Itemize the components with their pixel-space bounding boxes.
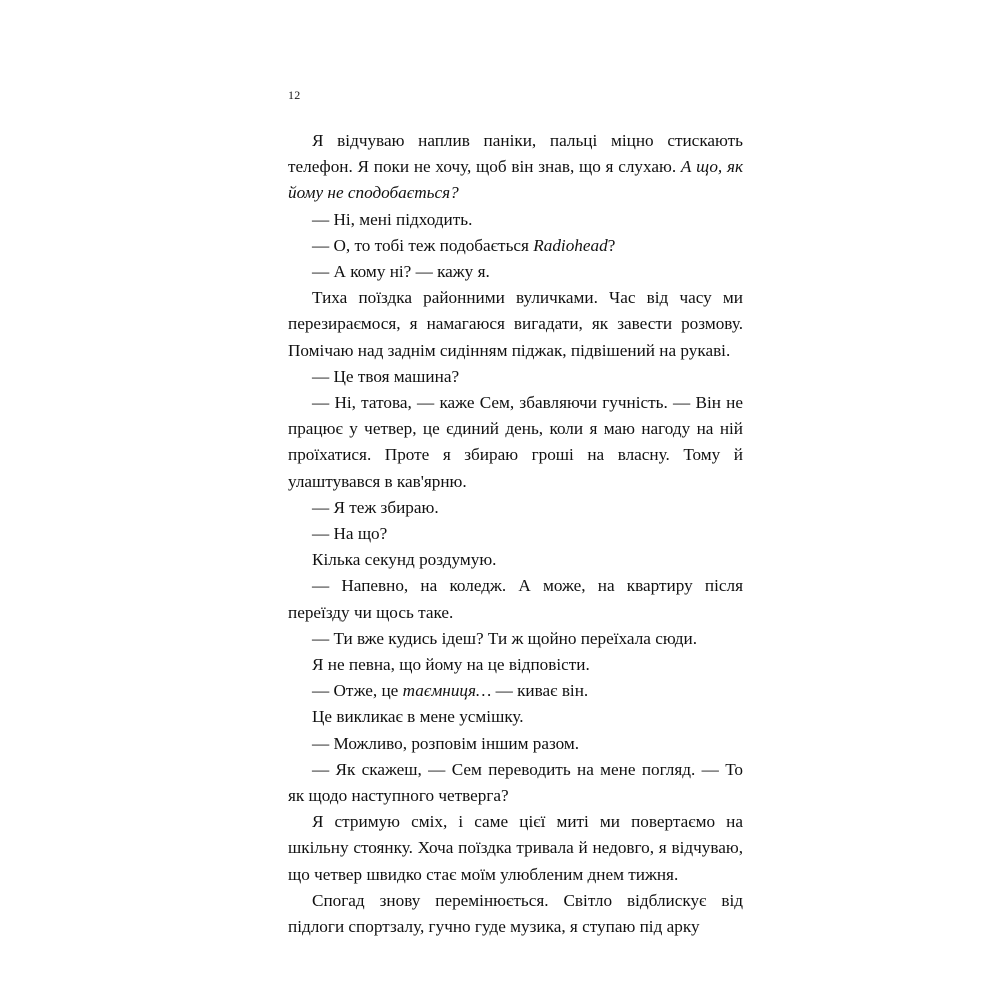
paragraph: Кілька секунд роздумую.	[312, 550, 497, 570]
paragraph: — На що?	[312, 524, 388, 544]
paragraph: Це викликає в мене усмішку.	[312, 707, 524, 727]
paragraph: — Я теж збираю.	[312, 497, 439, 517]
emphasis-text: Radiohead	[533, 235, 608, 255]
page-number: 12	[288, 88, 301, 102]
paragraph: — Ти вже кудись ідеш? Ти ж щойно переїхала сюди.	[312, 628, 698, 648]
body-text	[288, 128, 743, 940]
paragraph: — Це твоя машина?	[312, 366, 460, 386]
emphasis-text: таємниця…	[402, 681, 492, 701]
paragraph: — Як скажеш, — Сем переводить на мене погляд. — То як щодо наступного четверга?	[288, 759, 743, 806]
paragraph: Тиха поїздка районними вуличками. Час від часу ми перезираємося, я намагаюся вигадати, як завести розмову. Помічаю над заднім сидінням піджак, підвішений на рукаві.	[288, 288, 743, 360]
paragraph: Я стримую сміх, і саме цієї миті ми повертаємо на шкільну стоянку. Хоча поїздка тривала й недовго, я відчуваю, що четвер швидко стає моїм улюбленим днем тижня.	[288, 812, 743, 884]
paragraph: Я відчуваю наплив паніки, пальці міцно стискають телефон. Я поки не хочу, щоб він знав, що я слухаю. А що, як йому не сподобається?	[288, 131, 744, 203]
emphasis-text: А що, як йому не сподобається?	[288, 157, 744, 203]
paragraph: Я не певна, що йому на це відповісти.	[312, 655, 590, 675]
paragraph: — О, то тобі теж подобається Radiohead?	[312, 235, 616, 255]
paragraph: — Отже, це таємниця… — киває він.	[312, 681, 589, 701]
paragraph: — А кому ні? — кажу я.	[312, 262, 490, 282]
paragraph: — Ні, татова, — каже Сем, збавляючи гучність. — Він не працює у четвер, це єдиний день, коли я маю нагоду на ній проїхатися. Проте я збираю гроші на власну. Тому й улаштувався в кав'ярню.	[288, 393, 743, 491]
paragraph: — Можливо, розповім іншим разом.	[312, 733, 580, 753]
paragraph: — Напевно, на коледж. А може, на квартиру після переїзду чи щось таке.	[288, 576, 743, 622]
paragraph: — Ні, мені підходить.	[312, 209, 473, 229]
paragraph: Спогад знову перемінюється. Світло відблискує від підлоги спортзалу, гучно гуде музика, я ступаю під арку	[288, 890, 743, 937]
